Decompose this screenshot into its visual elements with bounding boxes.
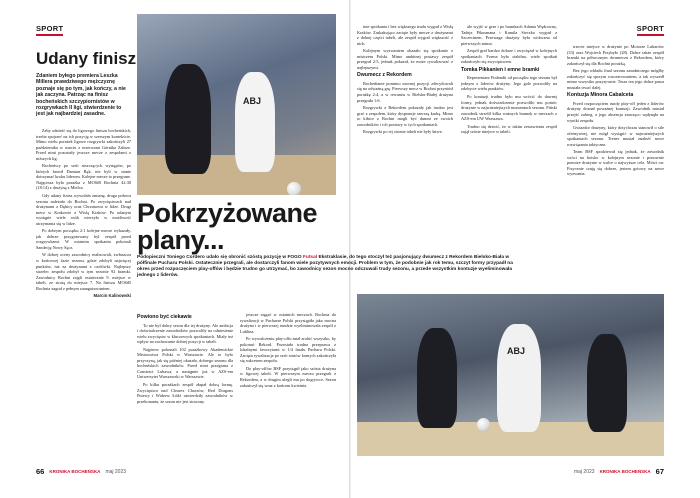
issue-left: maj 2023 [105, 468, 127, 475]
section-label-left: SPORT [36, 24, 63, 36]
issue-right: maj 2023 [573, 468, 595, 475]
kicker-title: Udany finisz [36, 49, 137, 68]
article-title: Pokrzyżowane plany... [137, 198, 318, 255]
page-number-left: 66 [36, 467, 45, 476]
article-author: Marcin Kalinowski [93, 293, 131, 299]
section-label-right: SPORT [637, 24, 664, 36]
futsal-photo-top [137, 14, 336, 195]
footer-right [574, 467, 664, 476]
jersey-sponsor-text: ABJ [243, 96, 262, 106]
article-column-e: trzecie miejsce w drużynie po Motorze Lubartów (33) oraz Wojciech Przybyło (28). Dobre także zespół bramki na półrocznym dwumeczu z Rekordem, który zakończył się dla Bochni porażką. Bez jego wkładu final sezonu zasadniczego mógłby zakończyć się sporym rozczarowaniem, a tak wyszedł mimo wszystko pozytywnie. Teraz ten jego dobra passa musiała trwać dalej. Kontuzja Minora Cabalceta Przed rozpoczęciem rundy play-off jeden z liderów drużyny doznał poważnej kontuzji. Zawodnik musiał przejść zabieg, a jego absencja znacząco wpłynęła na wyniki zespołu. Gwiazdor drużyny, który dotychczas stanowił o sile ofensywnej, nie mógł wystąpić w najważniejszych spotkaniach sezonu. Trener musiał znaleźć nowe rozwiązania taktyczne. Team BSF spodziewał się jednak, że zawodnik wróci na boisko w kolejnym sezonie i ponownie pomoże drużynie w walce o najwyższe cele. Mówi on: Fizycznie czuję się dobrze, jestem gotowy na nowe wyzwania. [567, 44, 664, 177]
article-intro: Podopieczni Toniego Cordero udało się obronić szóstą pozycję w FOGO Futsal Ekstraklasie, do tego stoczył też pasjonujący dwumecz z Rekordem Bielsko-Biała w półfinale Pucharu Polski. Ostatecznie przegrali, ale dostarczyli fanom wiele pozytywnych emocji. Problem w tym, że podobnie jak rok temu, szczyt formy przypadł na okres przed rozpoczęciem play-offów i będzie trudno go utrzymać, bo zawodnicy sezon mocno odczuwali trudy sezonu, a przede wszystkim kontuzje wyeliminowała jednego z liderów. [137, 255, 513, 278]
article-column-d: ale wyjść w grze i po bramkach Adama Wędrowny, Tadeja Pikusmana i Kamila Sieczko wygrał z Szczecinem. Przewaga drużyny była widoczna od pierwszych minut. Zespół grał bardzo dobrze i zwyciężał w kolejnych spotkaniach. Forma była stabilna, wiele spotkań zakończyło się zwycięstwem. Tomka Pikkanien i emne bramki Reprezentant Finlandii od początku tego sezonu był jednym z liderów drużyny. Jego gole pozwoliły na zdobycie wielu punktów. Po kontuzji trudno było mu wrócić do dawnej formy, jednak doświadczenie pozwoliło mu pomóc drużynie w najważniejszych momentach sezonu. Fiński zawodnik strzelił kilka ważnych bramek w meczach z AZS-em UW Warszawa. Trudno się dziwić, że w takim zestawieniu zespół zajął szóste miejsce w tabeli. [461, 24, 557, 135]
futsal-photo-bottom [357, 294, 664, 456]
magazine-name-left: KRONIKA BOCHEŃSKA [49, 469, 101, 474]
page-gutter [349, 0, 351, 498]
article-column-a: Powiono być ciekawie To nie był dobry sezon dla tej drużyny. Ale ambicja i doświadczenie zawodników pozwoliły na odniesienie wielu zwycięstw w kluczowych spotkaniach. Miały też wpływ na zachowanie dobrej pozycji w tabeli. Najpierw pokonali 102 porażkowy Akademickie Mistrzostwa Polski w Warszawie. Ale to było przyczyną, jak się później okazało, dobrego sezonu dla bocheńskich zawodników. Przed nimi przegrana z Constract Lubawa, a następnie już w AZS-em Uniwersytet Warszawski w Warszawie. Po kilku porażkach zespół złapał dobrą formę. Zwycięstwa nad Clearex Chorzów, Red Dragons Pniewy i Widzew Łódź utwierdziły zawodników w przekonaniu, że sezon nie jest stracony. [137, 314, 233, 404]
jersey-sponsor-text: ABJ [507, 346, 526, 356]
article-column-c: tnie spotkania i bez większego trudu wygrał z Wisłą Kraków. Zaskakująco zacięte były mecze z drużynami z dolnej części tabeli, ale zespół wygrał większość z nich. Kolejnym wyzwaniem okazało się spotkanie z mistrzem Polski. Mimo ambitnej postawy zespół przegrał 2:5, jednak pokazał, że może rywalizować z najlepszymi. Dwumecz z Rekordem Bocheńianie pomimo mocnej pozycji zdecydowali się na odważną grę. Pierwszy mecz w Bochni przyniósł porażkę 2:4, a w rewanżu w Bielsku-Białej drużyna przegrała 1:6. Rozgrywki z Rekordem pokazały jak trudno jest grać z zespołem, który dysponuje szerszą kadrą. Mimo to kibice z Bochni mogli być dumni ze swoich zawodników i ich postawy w tych spotkaniach. Rozgrywki po tej stronie tabeli nie były łatwe. [357, 24, 453, 135]
magazine-name-right: KRONIKA BOCHEŃSKA [599, 469, 651, 474]
kicker-lead: Zdaniem byłego premiera Leszka Millera prawdziwego mężczyznę poznaje się po tym, jak kończy, a nie jak zaczyna. Patrząc na finisz bocheńskich szczypiornistów w rozgrywkach II ligi, stwierdzenie to jest jak najbardziej zasadne. [36, 73, 126, 118]
article-column-b: jeszcze sięgać w ostatnich meczach. Bochnia do rywalizacji w Pucharze Polski przystąpiła jako mocna drużyna i w pierwszej rundzie wyeliminowała zespół z Lublina. Po wywalczeniu play-offu miał zrobić wszystko, by pokonać Rekord. Pozostała trudna przeprawa z lokalnymi faworytami w 1/4 finału Pucharu Polski. Zacięta rywalizacja po serii rzutów karnych zakończyła się sukcesem zespołu. Do play-offów BSF przystąpił jako szósta drużyna w ligowej tabeli. W pierwszym meczu przegrali z Rekordem, a w drugim ulegli mu po dogrywce. Sezon zakończył się wraz z końcem kwietnia. [240, 312, 336, 388]
left-column-text: Zeby odnieść się do ligowego finiszu bocheńskich, trzeba spojrzeć na ich pozycję w szerszym kontekście. Mimo wielu porażek ligowe rozgrywki zakończyli 27 października w starciu z rezerwami Górnika Zabrze. Przed nimi pozostały jeszcze mecze z zespołami z niższych lig. Bocheńscy po serii niszczących występów, po których bronił Damian Bąk, nie byli w stanie dotrzymać kroku liderom. Kolejne mecze to przegrane. Najgorsza była porażka z MOSiR Bochnia 42:30 (18:14) z drużyną z Mielca. Gdy udany finisz wywołała zmianę, druga połowa sezonu należała do Bochni. Po zwycięstwach nad drużynami z Dębicy oraz Chrzanowa w lidze. Drugi mecz w Krakowie z Wisłą Kraków. Po udanym występie wiele osób wierzyło w możliwość utrzymania się w lidze. Po dobrym początku 2:1 kolejne mecze wykazały, jak dobrze przygotowany był zespół przed rozgrywkami. W ostatnim spotkaniu pokonali Sandecję Nowy Sącz. W dobrej oceny zawodnicy realizowali, zwłaszcza w końcowej fazie sezonu, gdzie zdobyli najwięcej punktów, tuż za drużynami z czołówki. Najlepszy strzelec zespołu zdobył w tym sezonie 92 bramki. Zawodnicy Bochni zajęli ostatecznie 9. miejsce w tabeli, ze stratą do miejsca 7. Na finiszu MOSiR Bochnia zagrał z pełnym zaangażowaniem. Marcin Kalinowski [36, 128, 131, 299]
page-number-right: 67 [655, 467, 664, 476]
footer-left [36, 467, 126, 476]
